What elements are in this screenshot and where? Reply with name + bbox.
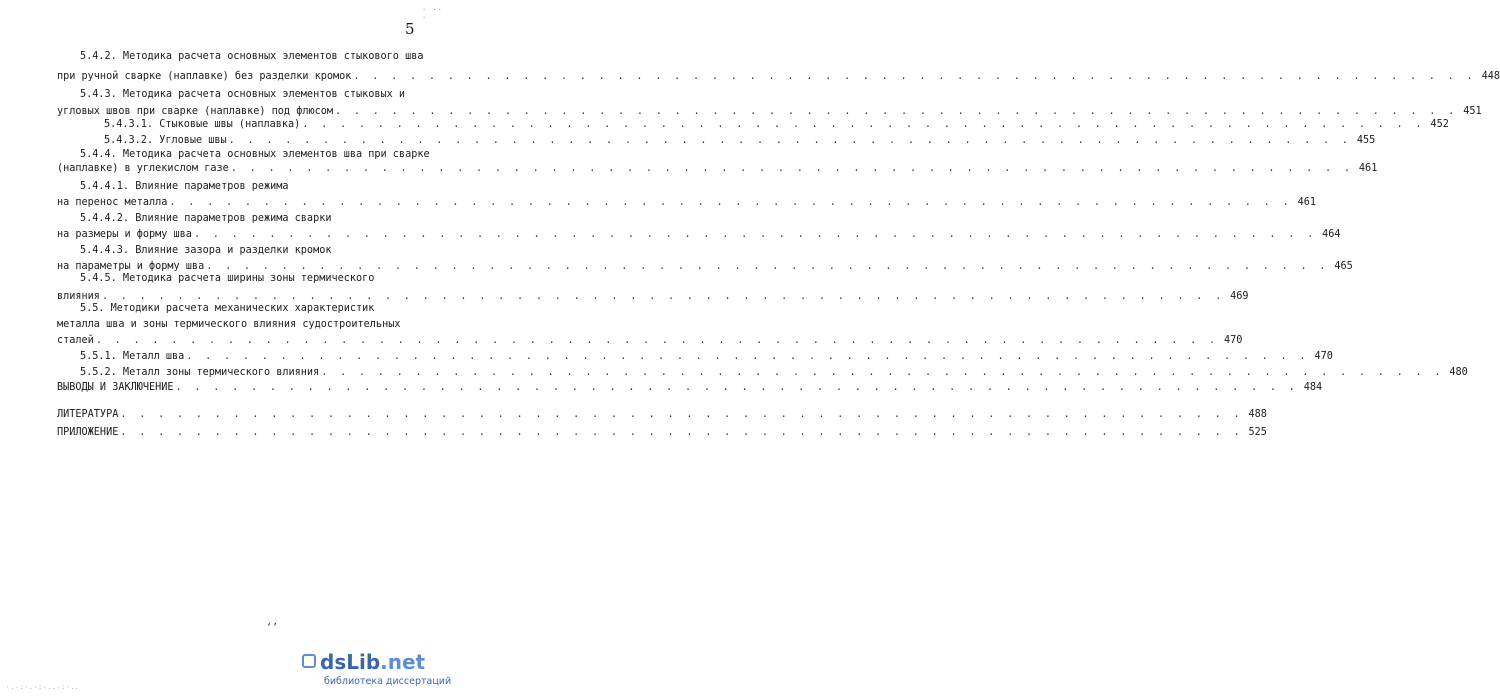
toc-entry-text: на параметры и форму шва bbox=[57, 261, 205, 272]
toc-entry-text: 5.4.4.3. Влияние зазора и разделки кромок bbox=[80, 245, 332, 256]
toc-leader-dots: . . . . . . . . . . . . . . . . . . . . . . . . . . . . . . . . . . . . . . . . . . . . . . . . . . . . . . . . . . . . bbox=[353, 71, 1476, 82]
toc-leader-dots: . . . . . . . . . . . . . . . . . . . . . . . . . . . . . . . . . . . . . . . . . . . . . . . . . . . . . . . . . . . . bbox=[101, 291, 1225, 302]
toc-entry bbox=[57, 70, 1500, 84]
dslib-logo-icon bbox=[302, 654, 316, 668]
toc-entry bbox=[80, 88, 420, 102]
scan-artifact: · ·· · bbox=[422, 6, 443, 22]
toc-entry bbox=[57, 105, 1482, 119]
toc-entry-text: угловых швов при сварке (наплавке) под флюсом bbox=[57, 106, 334, 117]
toc-entry bbox=[57, 426, 1267, 440]
toc-entry-page: 470 bbox=[1223, 335, 1243, 346]
toc-entry bbox=[57, 228, 1341, 242]
toc-entry-text: ВЫВОДЫ И ЗАКЛЮЧЕНИЕ bbox=[57, 382, 174, 393]
toc-leader-dots: . . . . . . . . . . . . . . . . . . . . . . . . . . . . . . . . . . . . . . . . . . . . . . . . . . . . . . . . . . . . bbox=[335, 106, 1458, 117]
toc-entry-page: 465 bbox=[1334, 261, 1353, 272]
toc-entry-page: 461 bbox=[1358, 163, 1378, 174]
toc-entry-text: влияния bbox=[57, 291, 100, 302]
scan-artifact-bottom: ·.·:·.·:·..·:·.. bbox=[6, 684, 80, 691]
toc-entry-page: 452 bbox=[1430, 119, 1449, 130]
toc-leader-dots: . . . . . . . . . . . . . . . . . . . . . . . . . . . . . . . . . . . . . . . . . . . . . . . . . . . . . . . . . . . . bbox=[120, 409, 1243, 420]
toc-entry-text: сталей bbox=[57, 335, 94, 346]
toc-entry-text: ПРИЛОЖЕНИЕ bbox=[57, 427, 119, 438]
toc-entry-text: металла шва и зоны термического влияния судостроительных bbox=[57, 319, 401, 330]
toc-leader-dots: . . . . . . . . . . . . . . . . . . . . . . . . . . . . . . . . . . . . . . . . . . . . . . . . . . . . . . . . . . . . bbox=[228, 135, 1352, 146]
toc-leader-dots: . . . . . . . . . . . . . . . . . . . . . . . . . . . . . . . . . . . . . . . . . . . . . . . . . . . . . . . . . . . . bbox=[120, 427, 1243, 438]
toc-entry-page: 461 bbox=[1297, 197, 1316, 208]
toc-entry bbox=[80, 302, 420, 316]
toc-entry-text: 5.4.4. Методика расчета основных элементов шва при сварке bbox=[80, 149, 430, 160]
watermark-logo bbox=[320, 650, 425, 674]
toc-entry-text: при ручной сварке (наплавке) без разделки кромок bbox=[57, 71, 352, 82]
toc-leader-dots: . . . . . . . . . . . . . . . . . . . . . . . . . . . . . . . . . . . . . . . . . . . . . . . . . . . . . . . . . . . . bbox=[193, 229, 1317, 240]
toc-entry-text: 5.5.1. Металл шва bbox=[80, 351, 185, 362]
toc-entry-page: 455 bbox=[1356, 135, 1376, 146]
toc-entry-page: 480 bbox=[1449, 367, 1468, 378]
toc-entry-text: 5.4.2. Методика расчета основных элементов стыкового шва bbox=[80, 51, 424, 62]
toc-entry-page: 470 bbox=[1314, 351, 1333, 362]
toc-leader-dots: . . . . . . . . . . . . . . . . . . . . . . . . . . . . . . . . . . . . . . . . . . . . . . . . . . . . . . . . . . . . bbox=[175, 382, 1299, 393]
toc-entry-page: 451 bbox=[1463, 106, 1482, 117]
toc-entry bbox=[80, 148, 430, 162]
scan-mark: ʻʼ bbox=[266, 622, 279, 633]
toc-entry-text: 5.4.4.2. Влияние параметров режима сварки bbox=[80, 213, 332, 224]
page-number: 5 bbox=[405, 20, 415, 38]
toc-leader-dots: . . . . . . . . . . . . . . . . . . . . . . . . . . . . . . . . . . . . . . . . . . . . . . . . . . . . . . . . . . . . bbox=[186, 351, 1309, 362]
toc-entry-text: ЛИТЕРАТУРА bbox=[57, 409, 119, 420]
toc-entry bbox=[80, 244, 420, 258]
toc-entry bbox=[80, 272, 420, 286]
toc-entry-text: 5.4.5. Методика расчета ширины зоны термического bbox=[80, 273, 375, 284]
toc-leader-dots: . . . . . . . . . . . . . . . . . . . . . . . . . . . . . . . . . . . . . . . . . . . . . . . . . . . . . . . . . . . . bbox=[321, 367, 1444, 378]
toc-entry bbox=[57, 334, 1243, 348]
toc-entry-text: 5.4.3.2. Угловые швы bbox=[104, 135, 227, 146]
toc-entry bbox=[57, 381, 1323, 395]
toc-entry bbox=[80, 180, 420, 194]
toc-entry-page: 488 bbox=[1248, 409, 1267, 420]
toc-leader-dots: . . . . . . . . . . . . . . . . . . . . . . . . . . . . . . . . . . . . . . . . . . . . . . . . . . . . . . . . . . . . bbox=[206, 261, 1329, 272]
toc-entry bbox=[80, 50, 424, 64]
toc-entry bbox=[80, 212, 420, 226]
toc-entry-text: на размеры и форму шва bbox=[57, 229, 192, 240]
toc-entry bbox=[57, 318, 420, 332]
toc-entry-text: (наплавке) в углекислом газе bbox=[57, 163, 229, 174]
toc-leader-dots: . . . . . . . . . . . . . . . . . . . . . . . . . . . . . . . . . . . . . . . . . . . . . . . . . . . . . . . . . . . . bbox=[169, 197, 1292, 208]
toc-entry-page: 448 bbox=[1481, 71, 1500, 82]
toc-entry-text: 5.4.3.1. Стыковые швы (наплавка) bbox=[104, 119, 301, 130]
toc-entry bbox=[80, 350, 1333, 364]
toc-entry-page: 484 bbox=[1303, 382, 1323, 393]
toc-entry bbox=[57, 196, 1316, 210]
toc-leader-dots: . . . . . . . . . . . . . . . . . . . . . . . . . . . . . . . . . . . . . . . . . . . . . . . . . . . . . . . . . . . . bbox=[230, 163, 1354, 174]
toc-entry bbox=[104, 134, 1376, 148]
watermark bbox=[320, 648, 452, 694]
toc-entry-text: 5.5. Методики расчета механических характеристик bbox=[80, 303, 375, 314]
toc-leader-dots: . . . . . . . . . . . . . . . . . . . . . . . . . . . . . . . . . . . . . . . . . . . . . . . . . . . . . . . . . . . . bbox=[302, 119, 1425, 130]
toc-entry-text: на перенос металла bbox=[57, 197, 168, 208]
toc-entry-text: 5.4.3. Методика расчета основных элементов стыковых и bbox=[80, 89, 406, 100]
watermark-subtitle: библиотека диссертаций bbox=[324, 676, 452, 687]
toc-entry-page: 469 bbox=[1230, 291, 1249, 302]
watermark-logo-ds: dsLib bbox=[320, 650, 381, 674]
toc-entry-text: 5.5.2. Металл зоны термического влияния bbox=[80, 367, 320, 378]
toc-entry-page: 464 bbox=[1322, 229, 1341, 240]
toc-entry bbox=[57, 162, 1378, 176]
toc-entry-text: 5.4.4.1. Влияние параметров режима bbox=[80, 181, 289, 192]
toc-entry bbox=[104, 118, 1449, 132]
toc-entry bbox=[57, 408, 1267, 422]
toc-leader-dots: . . . . . . . . . . . . . . . . . . . . . . . . . . . . . . . . . . . . . . . . . . . . . . . . . . . . . . . . . . . . bbox=[95, 335, 1219, 346]
watermark-logo-net: .net bbox=[380, 650, 426, 674]
toc-entry-page: 525 bbox=[1248, 427, 1267, 438]
toc-entry bbox=[80, 366, 1468, 380]
